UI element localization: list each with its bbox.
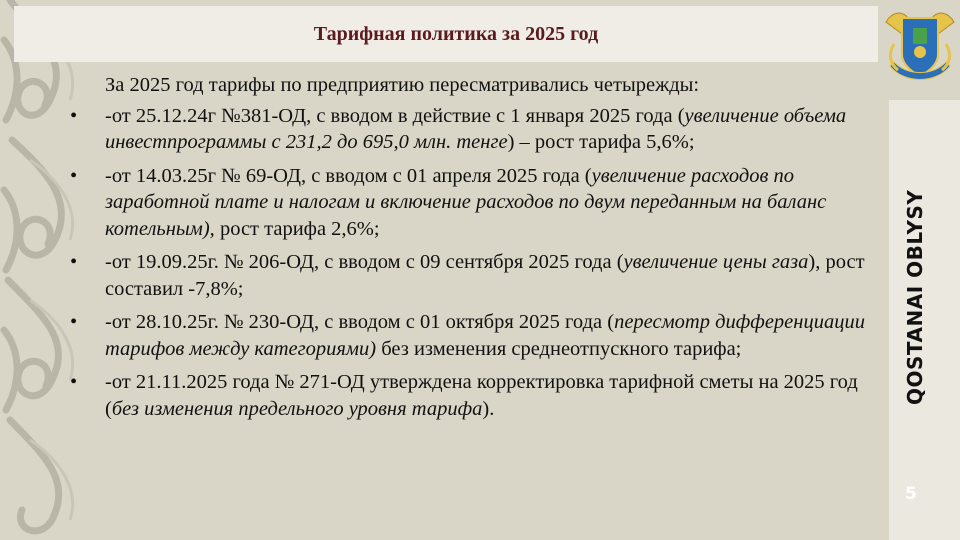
item-text: ). <box>482 397 495 420</box>
bullet-marker: • <box>70 371 78 393</box>
list-item <box>70 249 875 302</box>
item-text: рост тарифа 2,6%; <box>214 217 380 240</box>
bullet-marker: • <box>70 164 78 187</box>
intro-text: За 2025 год тарифы по предприятию пересматривались четырежды: <box>105 74 700 96</box>
list-item <box>70 369 875 422</box>
list-item <box>70 103 875 156</box>
coat-of-arms-icon <box>880 4 960 96</box>
page-title: Тарифная политика за 2025 год <box>313 22 599 45</box>
item-text: -от 21.11.2025 года № 271-ОД утверждена корректировка тарифной сметы на 2025 год ( <box>105 371 858 420</box>
item-text: ), рост составил -7,8%; <box>105 251 865 300</box>
side-brand-label: QOSTANAI OBLYSY <box>903 189 927 405</box>
item-note: без изменения предельного уровня тарифа <box>111 397 483 420</box>
item-text: -от 19.09.25г. № 206-ОД, с вводом с 09 сентября 2025 года ( <box>105 251 624 273</box>
page-number: 5 <box>905 484 917 504</box>
bullet-list <box>70 103 875 423</box>
item-note: пересмотр дифференциации тарифов между категориями) <box>105 311 865 360</box>
item-text: -от 28.10.25г. № 230-ОД, с вводом с 01 октября 2025 года ( <box>105 311 615 333</box>
bullet-marker: • <box>70 104 78 127</box>
content-body <box>70 72 875 429</box>
item-note: увеличение цены газа <box>623 251 809 273</box>
item-text: -от 14.03.25г № 69-ОД, с вводом с 01 апреля 2025 года ( <box>105 164 592 187</box>
list-item <box>70 163 875 243</box>
list-item <box>70 309 875 362</box>
title-bar <box>14 6 878 62</box>
bullet-marker: • <box>70 251 78 273</box>
item-note: увеличение расходов по заработной плате и налогам и включение расходов по двум переданным на баланс котельным), <box>105 164 827 240</box>
item-text: ) – рост тарифа 5,6%; <box>507 131 695 153</box>
bullet-marker: • <box>70 311 78 333</box>
item-text: -от 25.12.24г №381-ОД, с вводом в действие с 1 января 2025 года ( <box>105 104 685 127</box>
item-note: увеличение объема инвестпрограммы с 231,2 до 695,0 млн. тенге <box>105 104 847 153</box>
item-text: без изменения среднеотпускного тарифа; <box>376 337 742 360</box>
